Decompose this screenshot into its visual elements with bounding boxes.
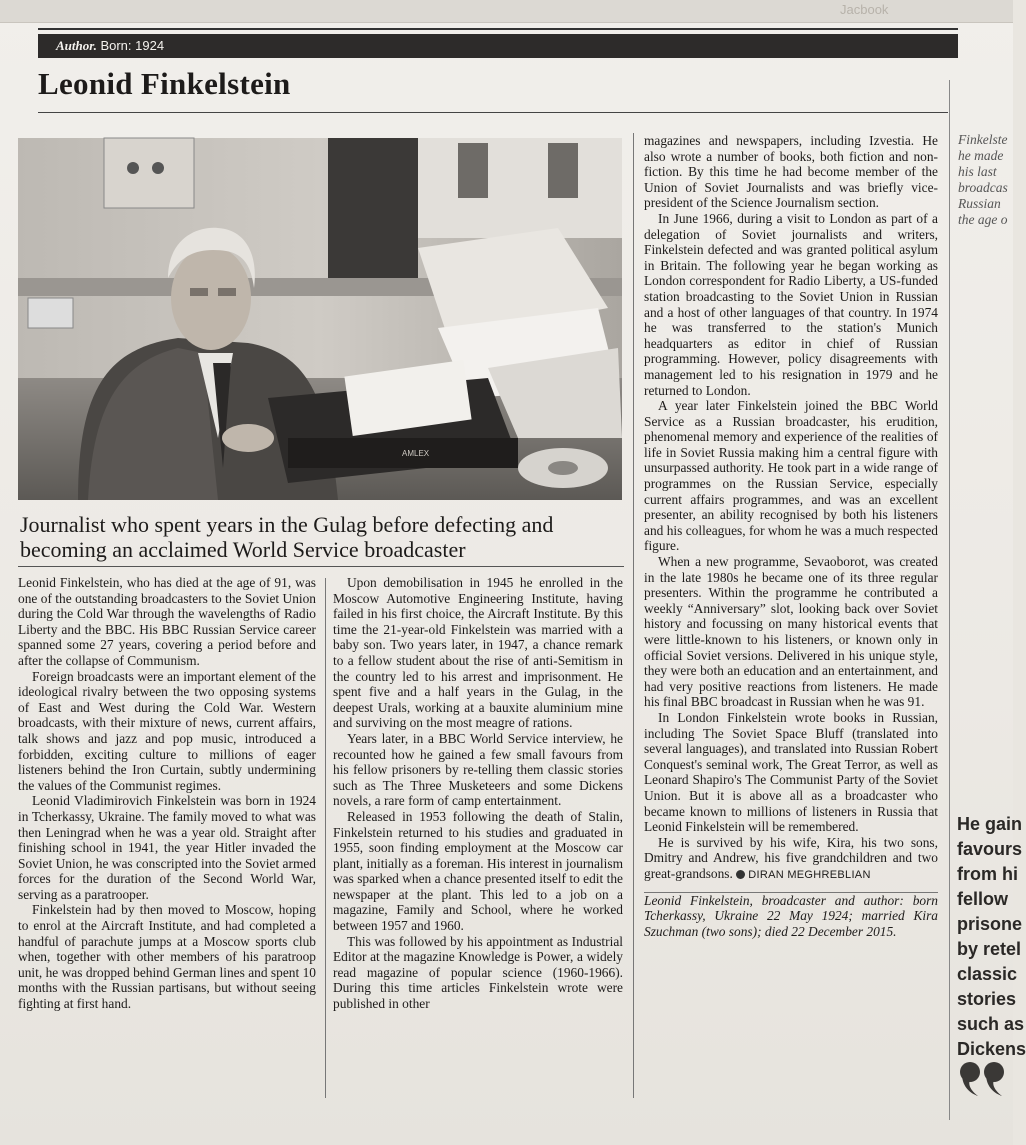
paragraph: This was followed by his appointment as Industrial Editor at the magazine Knowledge is Power, a widely read magazine of popular science (1960-1966). During this time articles Finkelstein wrote were published in other [333,933,623,1012]
adjacent-line: he made [958,148,1004,163]
adjacent-line: Russian [958,196,1001,211]
adjacent-line: broadcas [958,180,1008,195]
previous-page-strip [0,0,1013,23]
pull-quote-line: by retel [957,939,1022,959]
pull-quote-line: such as [957,1014,1025,1034]
column-separator [325,578,326,1098]
headline: Journalist who spent years in the Gulag before defecting and becoming an acclaimed World Service broadcaster [20,512,554,562]
pull-quote-line: prisone [957,914,1023,934]
author-name: DIRAN MEGHREBLIAN [748,868,871,881]
article-column-3 [644,133,938,939]
paragraph: In June 1966, during a visit to London as part of a delegation of Soviet journalists and writers, Finkelstein defected and was granted political asylum in Britain. The following year he began working as London correspondent for Radio Liberty, a US-funded station broadcasting to the Soviet Union in Russian and a host of other languages of that country. In 1974 he was transferred to the station's Munich headquarters as editor in chief of Russian programming. However, policy disagreements with management led to his resignation in 1979 and he returned to London. [644,210,938,398]
pull-quote-line: from hi [957,864,1018,884]
adjacent-line: his last [958,164,997,179]
paragraph: Released in 1953 following the death of Stalin, Finkelstein returned to his studies and graduated in 1955, soon finding employment at the Moscow car plant, initially as a foreman. His interest in journalism was sparked when a chance presented itself to edit the newspaper at the plant. This led to a job on a magazine, Family and School, where he worked between 1957 and 1960. [333,808,623,934]
photo-illustration [18,138,622,500]
paragraph [644,835,938,884]
paragraph: When a new programme, Sevaoborot, was created in the late 1980s he became one of its three regular presenters. Within the programme he contributed a weekly “Anniversary” slot, looking back over Soviet history and focussing on many historical events that were little-known to his listeners, or known only in official Soviet versions. Delivered in his unique style, they were both an education and an entertainment, and had very positive reactions from listeners. He made his final BBC broadcast in Russian when he was 91. [644,554,938,710]
column-gutter-rule [949,80,950,1120]
adjacent-line: Finkelste [958,132,1008,147]
paragraph: A year later Finkelstein joined the BBC World Service as a Russian broadcaster, his erudition, phenomenal memory and experience of the realities of life in Soviet Russia making him a central figure with unsurpassed authority. He took part in a wide range of programmes on the Russian Service, especially current affairs programmes, and was an excellent presenter, an ability recognised by both his listeners and his colleagues, for whom he was a much respected figure. [644,398,938,554]
paragraph: Upon demobilisation in 1945 he enrolled in the Moscow Automotive Engineering Institute, having failed in his first choice, the Aircraft Institute. By this time the 21-year-old Finkelstein was married with a baby son. Two years later, in 1947, a chance remark to a fellow student about the rise of anti-Semitism in the country led to his arrest and imprisonment. He spent five and a half years in the Gulag, in the deepest Urals, working at a bauxite aluminium mine and surviving on the most meagre of rations. [333,575,623,731]
paragraph: Years later, in a BBC World Service interview, he recounted how he gained a few small favours from his fellow prisoners by re-telling them classic stories such as The Three Musketeers and some Dickens novels, a rare form of camp entertainment. [333,730,623,809]
article-column-1 [18,575,316,1012]
quote-mark-icon [958,1058,1008,1098]
pull-quote-line: classic [957,964,1018,984]
paragraph-text: He is survived by his wife, Kira, his two sons, Dmitry and Andrew, his five grandchildren and two great-grandsons. [644,834,938,881]
byline-dot-icon [736,870,745,879]
paragraph: Leonid Vladimirovich Finkelstein was born in 1924 in Tcherkassy, Ukraine. The family moved to what was then Leningrad when he was a year old. Straight after finishing school in 1941, the year Hitler invaded the Soviet Union, he was conscripted into the Soviet armed forces for the duration of the Second World War, serving as a paratrooper. [18,793,316,902]
ghost-text: Jacbook [840,2,889,17]
paragraph: Finkelstein had by then moved to Moscow, hoping to enrol at the Aircraft Institute, and had completed a handful of parachute jumps at a Moscow sports club when, together with other members of his paratroop unit, he was dropped behind German lines and spent 10 months with the Russian partisans, but without seeing fighting at first hand. [18,902,316,1012]
top-rule [38,28,958,30]
paragraph: Leonid Finkelstein, who has died at the age of 91, was one of the outstanding broadcasters to the Soviet Union during the Cold War through the wavelengths of Radio Liberty and the BBC. His BBC Russian Service career spanned some 27 years, covering a period before and after the collapse of Communism. [18,575,316,668]
byline [736,869,870,881]
obituary-name: Leonid Finkelstein [38,66,291,101]
section-bar [38,34,958,58]
adjacent-pull-quote [957,812,1026,1062]
article-column-2 [333,575,623,1012]
adjacent-line: the age o [958,212,1008,227]
pull-quote-line: favours [957,839,1023,859]
headline-rule [18,566,624,567]
pull-quote-line: fellow [957,889,1009,909]
adjacent-article-italic [958,132,1018,228]
paragraph: magazines and newspapers, including Izvestia. He also wrote a number of books, both fiction and non-fiction. By this time he had become member of the Union of Soviet Journalists and was briefly vice-president of the Science Journalism section. [644,133,938,211]
pull-quote-line: stories [957,989,1017,1009]
section-label: Author. Born: 1924 [56,38,165,53]
paragraph: In London Finkelstein wrote books in Russian, including The Soviet Space Bluff (translated into several languages), and translated into Russian Robert Conquest's seminal work, The Great Terror, as well as Leonard Shapiro's The Communist Party of the Soviet Union. But it is above all as a broadcaster who became known to millions of listeners in Russia that Leonid Finkelstein will be remembered. [644,709,938,835]
column-separator [633,133,634,1098]
pull-quote-line: Dickens [957,1039,1026,1059]
name-rule [38,112,948,113]
typewriter-brand: AMLEX [402,449,430,458]
bio-note: Leonid Finkelstein, broadcaster and author: born Tcherkassy, Ukraine 22 May 1924; married Kira Szuchman (two sons); died 22 December 2015. [644,892,938,939]
pull-quote-line: He gain [957,814,1023,834]
portrait-photo [18,138,622,500]
paragraph: Foreign broadcasts were an important element of the ideological rivalry between the two opposing systems of East and West during the Cold War. Western broadcasts, with their mixture of news, current affairs, talk shows and jazz and pop music, introduced a forbidden, exciting culture to millions of eager listeners behind the Iron Curtain, subtly undermining the values of the Communist regimes. [18,668,316,793]
